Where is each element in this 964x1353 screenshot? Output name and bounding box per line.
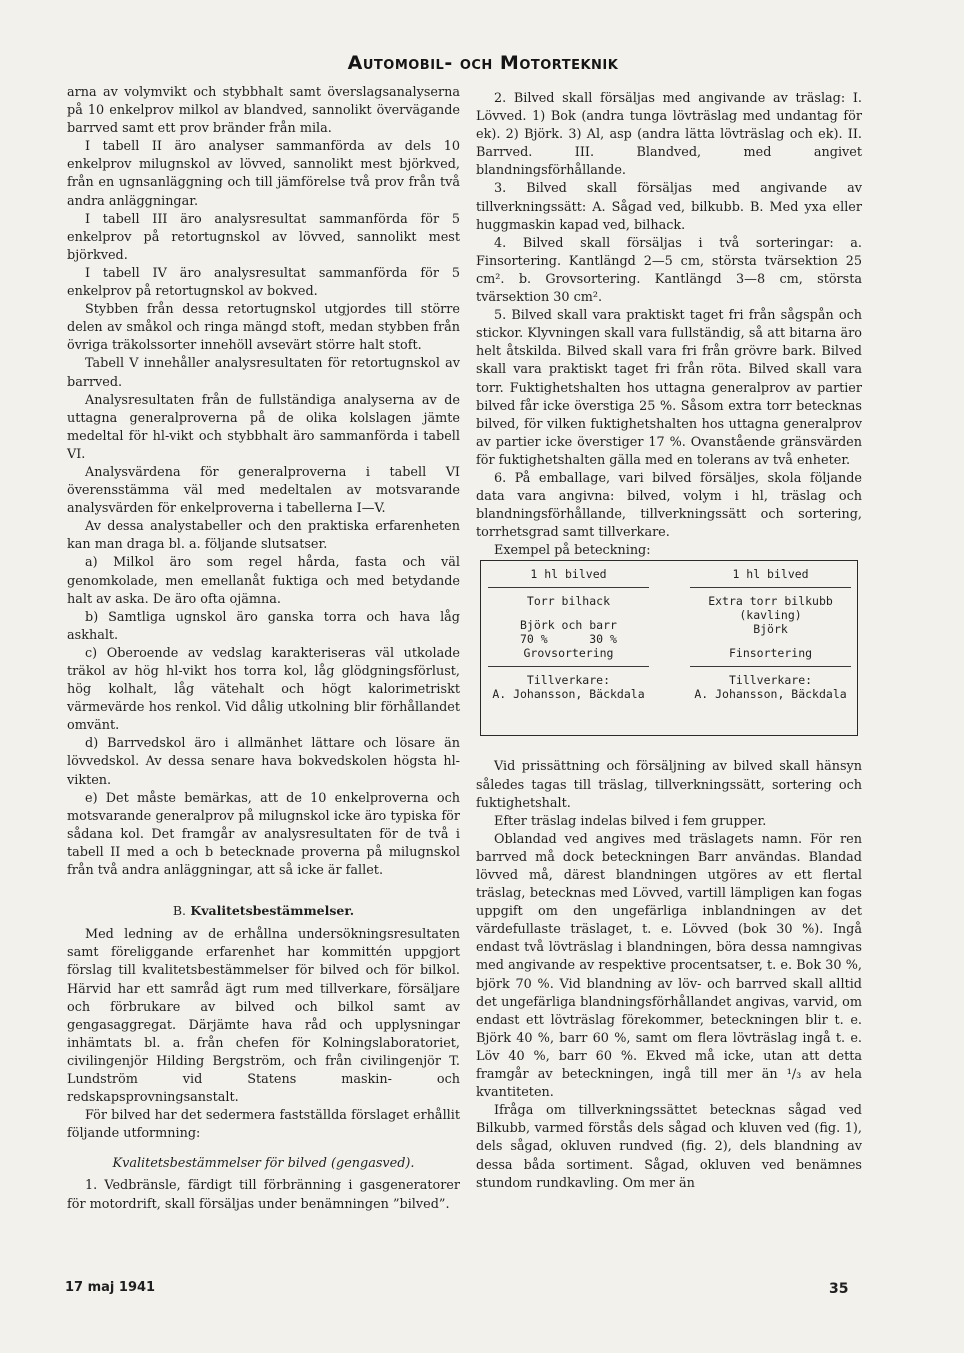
regulation-item-5: 5. Bilved skall vara praktiskt taget fri från sågspån och stickor. Klyvningen skall vara fullständig, så att bitarna äro helt åtskilda. Bilved skall vara fri från grövre bark. Bilved skall vara praktiskt taget fri från röta. Bilved skall vara torr. Fuktighetshalten hos uttagna generalprov av partier bilved får icke överstiga 25 %. Såsom extra torr betecknas bilved, för vilken fuktighetshalten hos uttagna generalprov av partier icke överstiger 17 %. Ovanstående gränsvärden för fuktighetshalten gälla med en tolerans av två enheter. — [476, 308, 862, 468]
issue-date: 17 maj 1941 — [65, 1280, 156, 1295]
label-sort: Finsortering — [728, 646, 813, 661]
example-labels-box — [480, 560, 858, 736]
paragraph: Analysresultaten från de fullständiga analyserna av de uttagna generalproverna på de olika kolslagen jämte medeltal för hl-vikt och stybbhalt äro sammanförda i tabell VI. — [67, 392, 460, 462]
regulation-item-3: 3. Bilved skall försäljas med angivande av tillverkningssätt: A. Sågad ved, bilkubb. B. Med yxa eller huggmaskin kapad ved, bilhack. — [476, 181, 862, 233]
label-maker-label: Tillverkare: — [728, 673, 813, 688]
right-column — [476, 90, 862, 1193]
conclusion-d: d) Barrvedskol äro i allmänhet lättare och lösare än lövvedskol. Av dessa senare hava bokvedskolen högsta hl-vikten. — [67, 736, 460, 788]
divider — [488, 666, 649, 667]
label-sort: Grovsortering — [523, 646, 614, 661]
label-mix: Björk och barr — [520, 618, 617, 633]
paragraph: Ifråga om tillverkningssättet betecknas sågad ved Bilkubb, varmed förstås dels sågad och kluven ved (fig. 1), dels sågad, okluven rundved (fig. 2), dels blandning av dessa båda sortiment. Sågad, okluven ved benämnes stundom rundkavling. Om mer än — [476, 1103, 862, 1191]
divider — [690, 666, 851, 667]
conclusion-b: b) Samtliga ugnskol äro ganska torra och hava låg askhalt. — [67, 609, 460, 643]
paragraph: Av dessa analystabeller och den praktiska erfarenheten kan man draga bl. a. följande slutsatser. — [67, 519, 460, 553]
left-column — [67, 84, 460, 1214]
regulation-subtitle: Kvalitetsbestämmelser för bilved (gengasved). — [112, 1156, 415, 1172]
label-wood: Björk — [753, 622, 788, 637]
label-volume: 1 hl bilved — [530, 567, 607, 582]
label-maker: A. Johansson, Bäckdala — [694, 687, 847, 702]
divider — [488, 587, 649, 588]
paragraph: För bilved har det sedermera fastställda förslaget erhållit följande utformning: — [67, 1108, 460, 1142]
paragraph: Vid prissättning och försäljning av bilved skall hänsyn således tagas till träslag, tillverkningssätt, sortering och fuktighetshalt. — [476, 759, 862, 811]
paragraph: Tabell V innehåller analysresultaten för retortugnskol av barrved. — [67, 356, 460, 390]
label-card-right — [683, 567, 857, 729]
running-title: Automobil- och Motorteknik — [347, 52, 619, 74]
paragraph: Stybben från dessa retortugnskol utgjordes till större delen av småkol och ringa mängd stoft, medan stybben från övriga träkolssorter innehöll avsevärt större halt stoft. — [67, 302, 460, 354]
label-card-left — [481, 567, 655, 729]
conclusion-a: a) Milkol äro som regel hårda, fasta och väl genomkolade, men emellanåt fuktiga och med betydande halt av aska. De äro ofta ojämna. — [67, 555, 460, 607]
label-type-2: (kavling) — [739, 608, 802, 623]
paragraph: I tabell III äro analysresultat sammanförda för 5 enkelprov på retortugnskol av lövved, sannolikt mest björkved. — [67, 211, 460, 263]
section-heading — [67, 902, 460, 920]
label-volume: 1 hl bilved — [732, 567, 809, 582]
regulation-item-1: 1. Vedbränsle, färdigt till förbränning i gasgeneratorer för motordrift, skall försäljas under benämningen ”bilved”. — [67, 1178, 460, 1212]
spacer — [476, 736, 862, 758]
section-title: Kvalitetsbestämmelser. — [190, 903, 355, 919]
regulation-item-4: 4. Bilved skall försäljas i två sorteringar: a. Finsortering. Kantlängd 2—5 cm, största tvärsektion 25 cm². b. Grovsortering. Kantlängd 3—8 cm, största tvärsektion 30 cm². — [476, 235, 862, 306]
label-maker-label: Tillverkare: — [526, 673, 611, 688]
section-letter: B. — [172, 903, 186, 919]
paragraph: Med ledning av de erhållna undersökningsresultaten samt föreliggande erfarenhet har kommittén uppgjort förslag till kvalitetsbestämmelser för bilved och för bilkol. Härvid har ett samråd ägt rum med tillverkare, försäljare och förbrukare av bilved och bilkol samt av gengasaggregat. Därjämte hava råd och upplysningar inhämtats bl. a. från chefen för Kolningslaboratoriet, civilingenjör Hilding Bergström, och från civilingenjör T. Lundström vid Statens maskin- och redskapsprovningsanstalt. — [67, 927, 460, 1106]
paragraph: I tabell IV äro analysresultat sammanförda för 5 enkelprov på retortugnskol av bokved. — [67, 265, 460, 300]
regulation-item-2: 2. Bilved skall försäljas med angivande av träslag: I. Lövved. 1) Bok (andra tunga lövträslag med undantag för ek). 2) Björk. 3) Al, asp (andra lätta lövträslag och ek). II. Barrved. III. Blandved, med angivet blandningsförhållande. — [476, 91, 862, 179]
conclusion-c: c) Oberoende av vedslag karakteriseras väl utkolade träkol av hög hl-vikt hos torra kol, låg glödgningsförlust, hög kolhalt, låg vätehalt och högt kalorimetriskt värmevärde hos renkol. Vid dålig utkolning blir förhållandet omvänt. — [67, 645, 460, 734]
label-percent: 70 % 30 % — [520, 632, 617, 647]
example-label: Exempel på beteckning: — [494, 543, 651, 559]
label-type: Torr bilhack — [526, 594, 611, 609]
label-type: Extra torr bilkubb — [708, 594, 833, 609]
paragraph: Efter träslag indelas bilved i fem grupper. — [494, 813, 767, 829]
paragraph: arna av volymvikt och stybbhalt samt överslagsanalyserna på 10 enkelprov milkol av blandved, sannolikt övervägande barrved samt ett prov bränder från mila. — [67, 85, 460, 137]
paragraph: I tabell II äro analyser sammanförda av dels 10 enkelprov milugnskol av lövved, sannolikt mest björkved, från en ugnsanläggning och till jämförelse två prov från två andra anläggningar. — [67, 139, 460, 209]
conclusion-e: e) Det måste bemärkas, att de 10 enkelproverna och motsvarande generalprov på milugnskol icke äro typiska för sådana kol. Det framgår av analysresultaten för de två i tabell II med a och b betecknade proverna på milugnskol från två andra anläggningar, att så icke är fallet. — [67, 790, 460, 879]
label-maker: A. Johansson, Bäckdala — [492, 687, 645, 702]
page-number: 35 — [829, 1281, 849, 1297]
spacer — [482, 608, 655, 618]
paragraph: Analysvärdena för generalproverna i tabell VI överensstämma väl med medeltalen av motsvarande analysvärden för enkelproverna i tabellerna I—V. — [67, 464, 460, 517]
paragraph: Oblandad ved angives med träslagets namn. För ren barrved må dock beteckningen Barr användas. Blandad lövved må, därest blandningen utgöres av ett flertal träslag, betecknas med Lövved, vartill lämpligen kan fogas uppgift om den ungefärliga inblandningen av det värdefullaste träslaget, t. e. Lövved (bok 30 %). Ingå endast två lövträslag i blandningen, böra dessa namngivas med angivande av respektive procentsatser, t. e. Bok 30 %, björk 70 %. Vid blandning av löv- och barrved skall alltid det ungefärliga blandningsförhållandet angivas, varvid, om endast ett lövträslag förekommer, beteckningen blir t. e. Björk 40 %, barr 60 %, samt om flera lövträslag ingå t. e. Löv 40 %, barr 60 %. Ekved må icke, utan att detta framgår av beteckningen, ingå till mer än ¹/₃ av hela kvantiteten. — [476, 831, 862, 1101]
regulation-item-6: 6. På emballage, vari bilved försäljes, skola följande data vara angivna: bilved, volym i hl, träslag och blandningsförhållande, tillverkningssätt och sortering, torrhetsgrad samt tillverkare. — [476, 470, 862, 541]
spacer — [684, 636, 857, 646]
divider — [690, 587, 851, 588]
